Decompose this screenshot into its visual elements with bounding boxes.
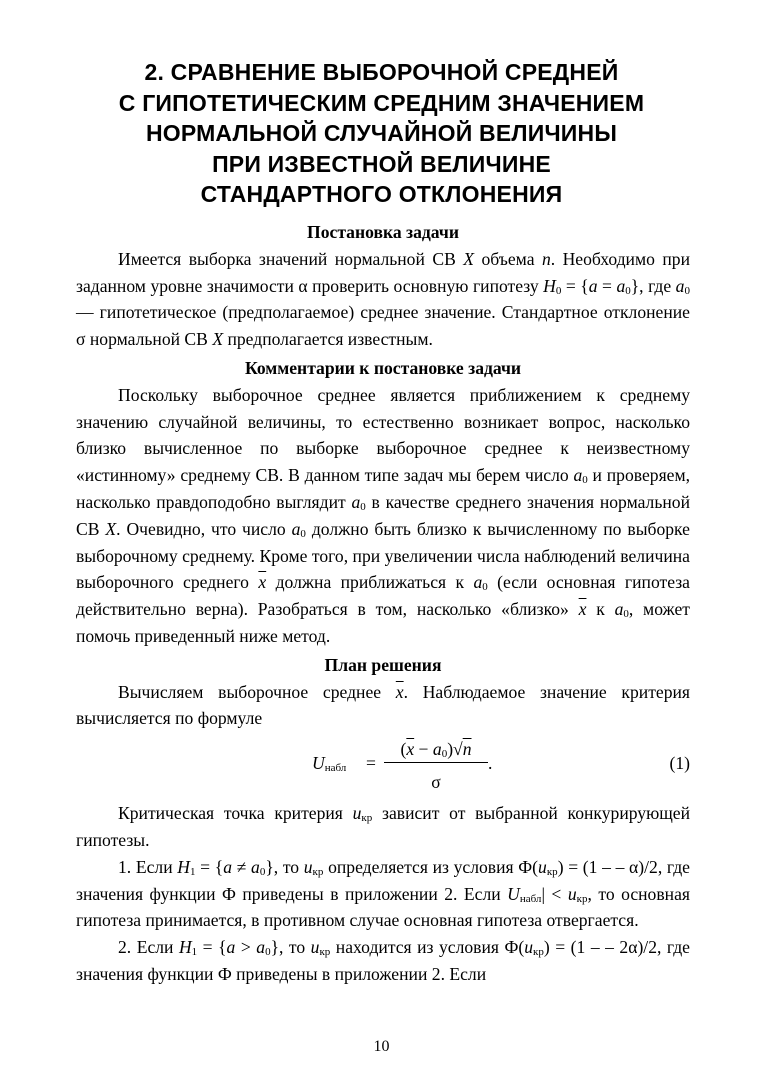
case-2-paragraph: 2. Если $H_1 = \{a > a_0\}$, то $u_{кр}$ находится из условия $Ф(u_{кр}) = (1$ – – 2α)/2, где значения функции Ф приведены в приложении 2. Если [76,937,690,984]
case-1-paragraph: 1. Если $H_1 = \{a \ne a_0\}$, то $u_{кр}$ определяется из условия $Ф(u_{кр}) = (1$ – – α)/2, где значения функции Ф приведены в приложении 2. Если $U_{набл}| < u_{кр}$, то основная гипотеза принимается, в противном случае основная гипотеза отвергается. [76,856,690,931]
section-heading-comments: Комментарии к постановке задачи [244,357,522,378]
comments-paragraph: Поскольку выборочное среднее является приближением к среднему значению случайной величины, то естественно возникает вопрос, насколько близко вычисленное по выборке выборочное среднее к неизвестному «истинному» среднему СВ. В данном типе задач мы берем число $a_0$ и проверяем, насколько правдоподобно выглядит $a_0$ в качестве среднего значения нормальной СВ X. Очевидно, что число $a_0$ должно быть близко к вычисленному по выборке выборочному среднему. Кроме того, при увеличении числа наблюдений величина выборочного среднего $\overline{x}$ должна приближаться к $a_0$ (если основная гипотеза действительно верна). Разобраться в том, насколько «близко» $\overline{x}$ к $a_0$, может помочь приведенный ниже метод. [76,384,691,646]
formula-number: (1) [669,753,690,774]
formula-dot: . [488,753,493,774]
fraction-bar [384,762,488,763]
page-number: 10 [373,1038,390,1055]
title-line: С ГИПОТЕТИЧЕСКИМ СРЕДНИМ ЗНАЧЕНИЕМ [118,89,645,116]
problem-paragraph: Имеется выборка значений нормальной СВ X объема n. Необходимо при заданном уровне значимости α проверить основную гипотезу $H_0 = \{a = a_0\}$, где $a_0$ — гипотетическое (предполагаемое) среднее значение. Стандартное отклонение σ нормальной СВ X предполагается известным. [76,248,690,350]
formula-1 [76,732,690,800]
section-heading-plan: План решения [324,654,442,675]
title-line: СТАНДАРТНОГО ОТКЛОНЕНИЯ [200,181,563,207]
title-line: НОРМАЛЬНОЙ СЛУЧАЙНОЙ ВЕЛИЧИНЫ [145,120,618,146]
formula-numerator: $(\overline{x} - a_0)√n$ [400,739,472,761]
plan-paragraph: Вычисляем выборочное среднее $\overline{x}$. Наблюдаемое значение критерия вычисляется по формуле [76,681,690,729]
critical-point-paragraph: Критическая точка критерия $u_{кр}$ зависит от выбранной конкурирующей гипотезы. [76,803,691,850]
section-heading-problem: Постановка задачи [307,222,459,242]
title-line: 2. СРАВНЕНИЕ ВЫБОРОЧНОЙ СРЕДНЕЙ [144,59,619,85]
body-text [76,219,690,988]
formula-equals: = [366,753,376,774]
formula-denominator: σ [431,772,441,793]
title-line: ПРИ ИЗВЕСТНОЙ ВЕЛИЧИНЕ [212,150,551,177]
chapter-title [70,57,693,210]
formula-lhs: $U_{набл}$ [312,753,347,775]
